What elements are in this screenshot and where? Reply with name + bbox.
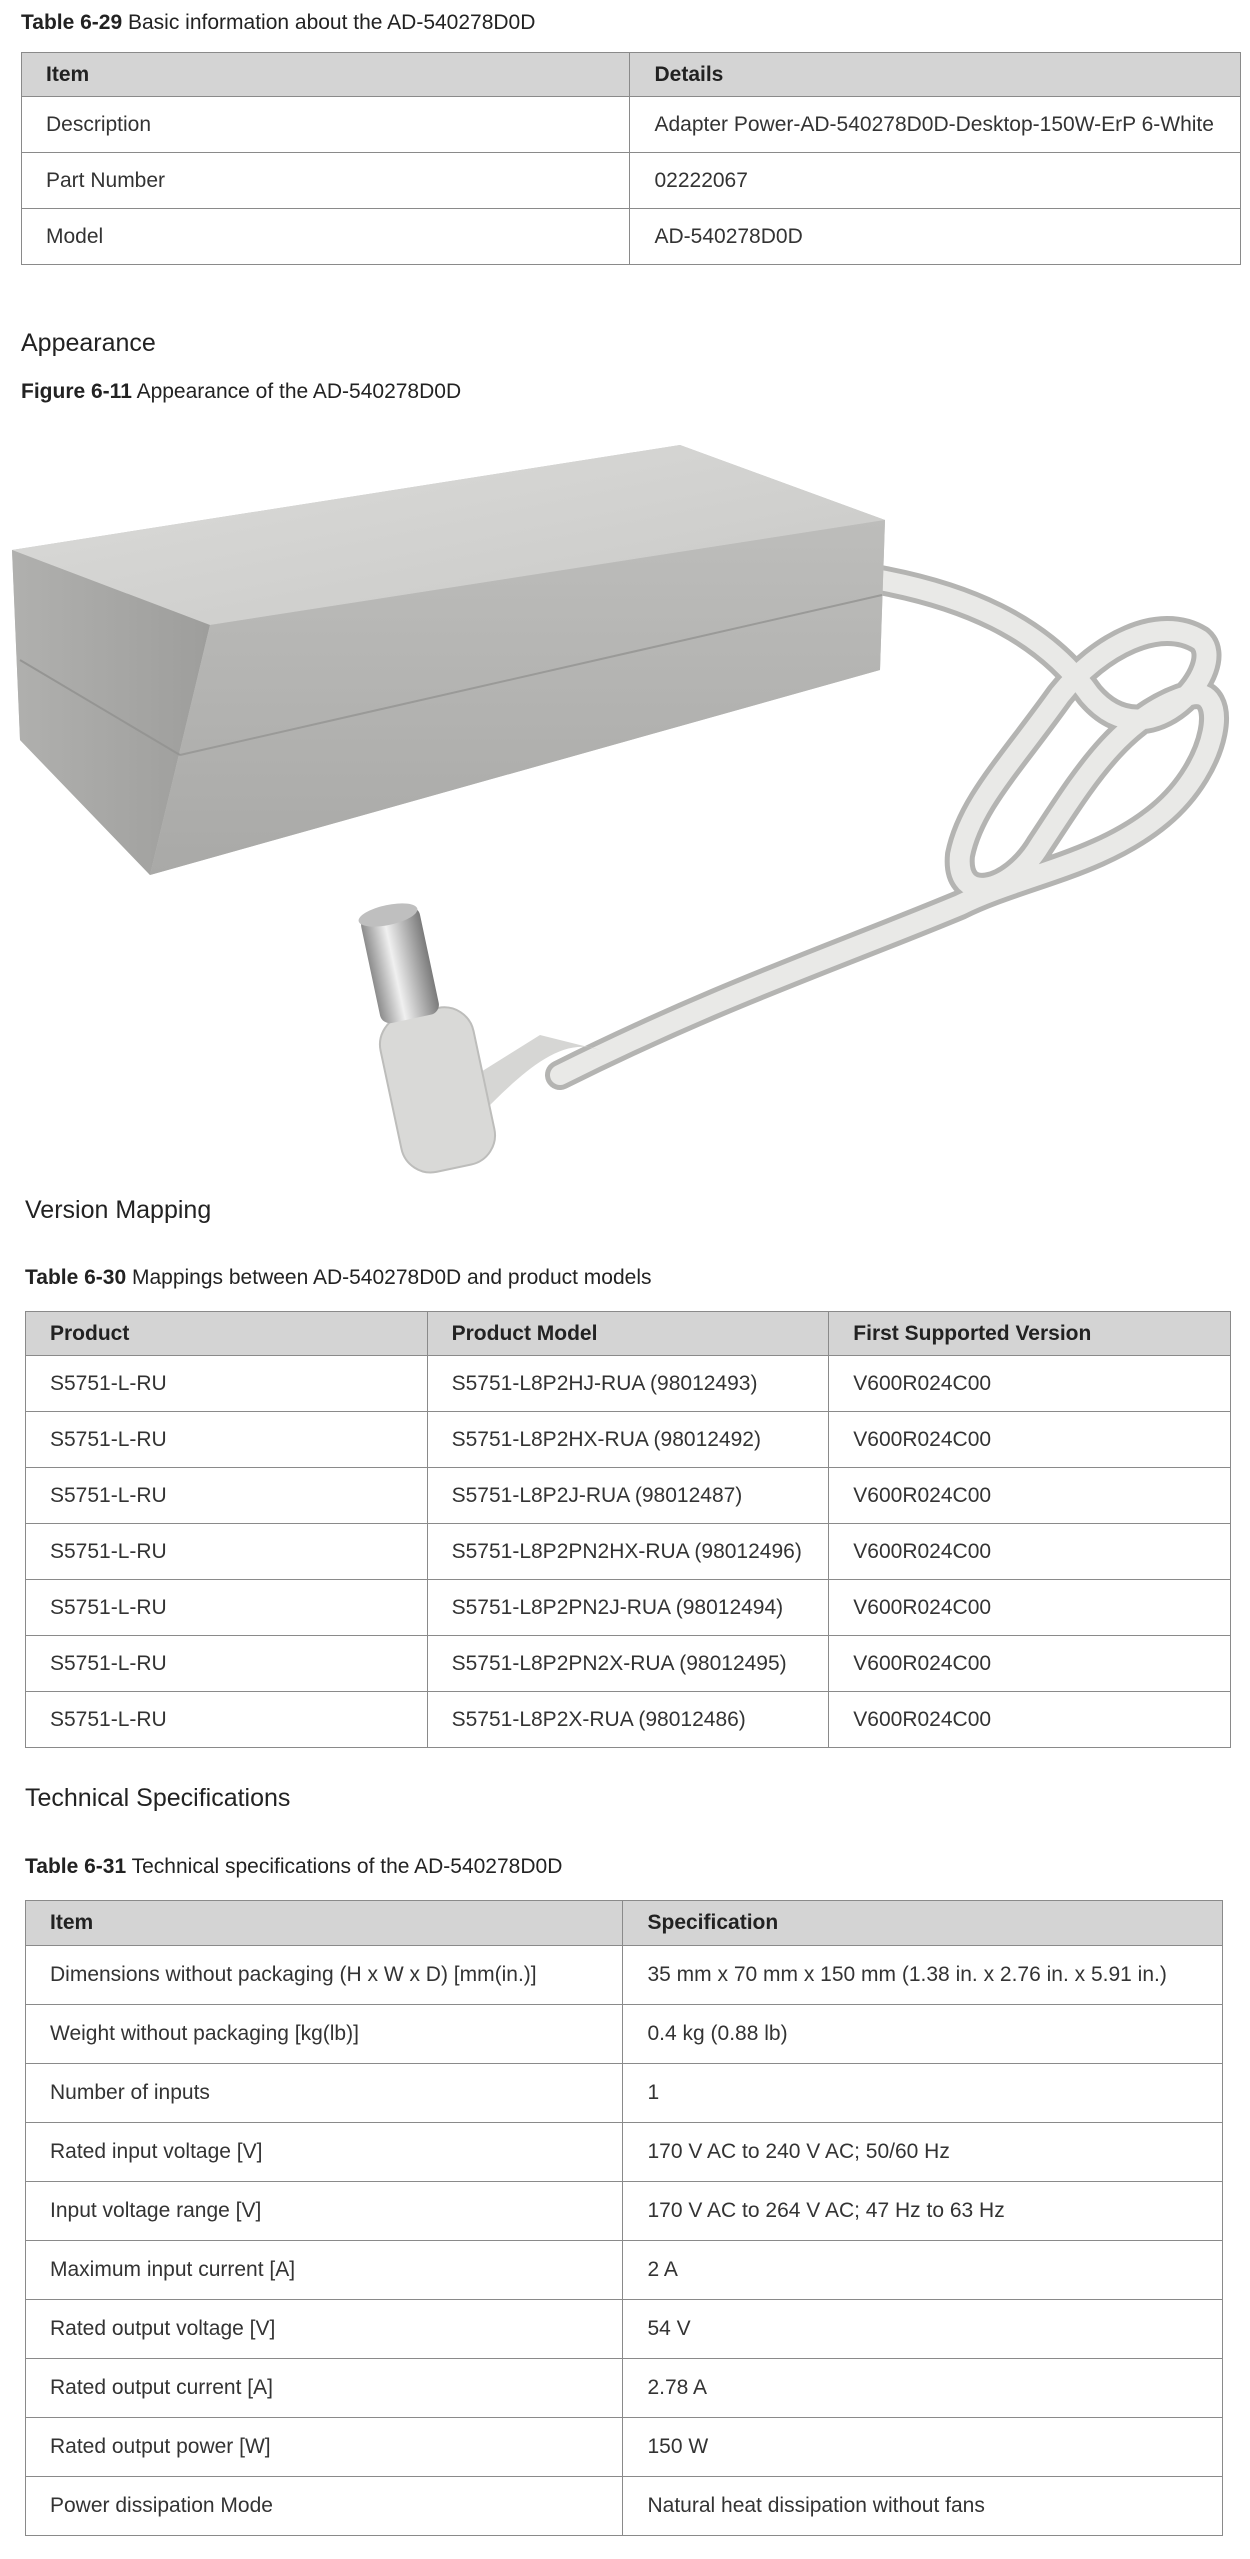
table-row [26,2477,1223,2536]
table-header-row [26,1901,1223,1946]
table-cell: Natural heat dissipation without fans [623,2477,1223,2536]
table-caption [21,11,535,35]
table-cell: V600R024C00 [829,1636,1231,1692]
table-cell: Rated output voltage [V] [26,2300,623,2359]
table-cell: 170 V AC to 240 V AC; 50/60 Hz [623,2123,1223,2182]
column-header: First Supported Version [829,1312,1231,1356]
table-cell: Dimensions without packaging (H x W x D) [mm(in.)] [26,1946,623,2005]
table-cell: Input voltage range [V] [26,2182,623,2241]
column-header: Item [22,53,630,97]
table-cell: 02222067 [630,153,1241,209]
table-row [26,1524,1231,1580]
figure-label: Figure 6-11 [21,380,132,403]
table-caption [25,1855,562,1879]
figure-text: Appearance of the AD-540278D0D [131,380,462,403]
version-mapping-table [25,1311,1231,1748]
table-cell: Part Number [22,153,630,209]
table-header-row [26,1312,1231,1356]
column-header: Product Model [427,1312,829,1356]
table-cell: S5751-L-RU [26,1356,428,1412]
table-row [22,209,1241,265]
dc-plug [357,899,600,1178]
table-cell: V600R024C00 [829,1356,1231,1412]
table-cell: 35 mm x 70 mm x 150 mm (1.38 in. x 2.76 in. x 5.91 in.) [623,1946,1223,2005]
column-header: Item [26,1901,623,1946]
table-cell: S5751-L8P2PN2HX-RUA (98012496) [427,1524,829,1580]
table-cell: S5751-L-RU [26,1692,428,1748]
table-cell: V600R024C00 [829,1412,1231,1468]
table-cell: S5751-L8P2X-RUA (98012486) [427,1692,829,1748]
table-cell: Rated input voltage [V] [26,2123,623,2182]
table-cell: V600R024C00 [829,1524,1231,1580]
table-cell: Power dissipation Mode [26,2477,623,2536]
table-cell: S5751-L-RU [26,1468,428,1524]
basic-info-table [21,52,1241,265]
table-row [26,2418,1223,2477]
section-heading-technical-specifications: Technical Specifications [25,1784,291,1812]
table-row [26,1412,1231,1468]
table-row [26,2359,1223,2418]
column-header: Specification [623,1901,1223,1946]
table-cell: V600R024C00 [829,1692,1231,1748]
table-cell: S5751-L8P2HJ-RUA (98012493) [427,1356,829,1412]
caption-text: Basic information about the AD-540278D0D [122,11,536,34]
table-cell: V600R024C00 [829,1580,1231,1636]
power-adapter-photo [0,435,1250,1195]
table-row [26,1580,1231,1636]
table-caption [25,1266,651,1290]
section-heading-version-mapping: Version Mapping [25,1196,212,1224]
table-cell: Model [22,209,630,265]
table-row [22,97,1241,153]
table-cell: S5751-L-RU [26,1580,428,1636]
section-heading-appearance: Appearance [21,329,156,357]
table-cell: 170 V AC to 264 V AC; 47 Hz to 63 Hz [623,2182,1223,2241]
technical-specifications-table [25,1900,1223,2536]
table-row [26,2064,1223,2123]
table-cell: Number of inputs [26,2064,623,2123]
table-row [26,2005,1223,2064]
table-cell: S5751-L8P2PN2J-RUA (98012494) [427,1580,829,1636]
caption-label: Table 6-29 [21,11,123,34]
table-row [26,1946,1223,2005]
table-cell: Weight without packaging [kg(lb)] [26,2005,623,2064]
table-cell: 54 V [623,2300,1223,2359]
table-row [26,2241,1223,2300]
table-cell: 2.78 A [623,2359,1223,2418]
figure-caption [21,380,461,404]
table-cell: S5751-L-RU [26,1524,428,1580]
caption-text: Technical specifications of the AD-540278D0D [126,1855,563,1878]
table-cell: 0.4 kg (0.88 lb) [623,2005,1223,2064]
table-cell: V600R024C00 [829,1468,1231,1524]
table-cell: 150 W [623,2418,1223,2477]
table-cell: Rated output power [W] [26,2418,623,2477]
table-cell: S5751-L-RU [26,1636,428,1692]
caption-label: Table 6-30 [25,1266,127,1289]
table-cell: Maximum input current [A] [26,2241,623,2300]
caption-text: Mappings between AD-540278D0D and product models [126,1266,652,1289]
table-cell: 2 A [623,2241,1223,2300]
table-cell: S5751-L-RU [26,1412,428,1468]
table-cell: S5751-L8P2J-RUA (98012487) [427,1468,829,1524]
table-row [26,2182,1223,2241]
table-row [22,153,1241,209]
table-row [26,1636,1231,1692]
table-cell: Rated output current [A] [26,2359,623,2418]
table-row [26,1692,1231,1748]
table-cell: 1 [623,2064,1223,2123]
column-header: Product [26,1312,428,1356]
table-cell: Description [22,97,630,153]
table-cell: S5751-L8P2HX-RUA (98012492) [427,1412,829,1468]
table-header-row [22,53,1241,97]
table-row [26,1356,1231,1412]
table-cell: S5751-L8P2PN2X-RUA (98012495) [427,1636,829,1692]
table-row [26,2123,1223,2182]
table-row [26,1468,1231,1524]
table-row [26,2300,1223,2359]
caption-label: Table 6-31 [25,1855,127,1878]
adapter-body [12,445,885,875]
column-header: Details [630,53,1241,97]
table-cell: AD-540278D0D [630,209,1241,265]
table-cell: Adapter Power-AD-540278D0D-Desktop-150W-ErP 6-White [630,97,1241,153]
